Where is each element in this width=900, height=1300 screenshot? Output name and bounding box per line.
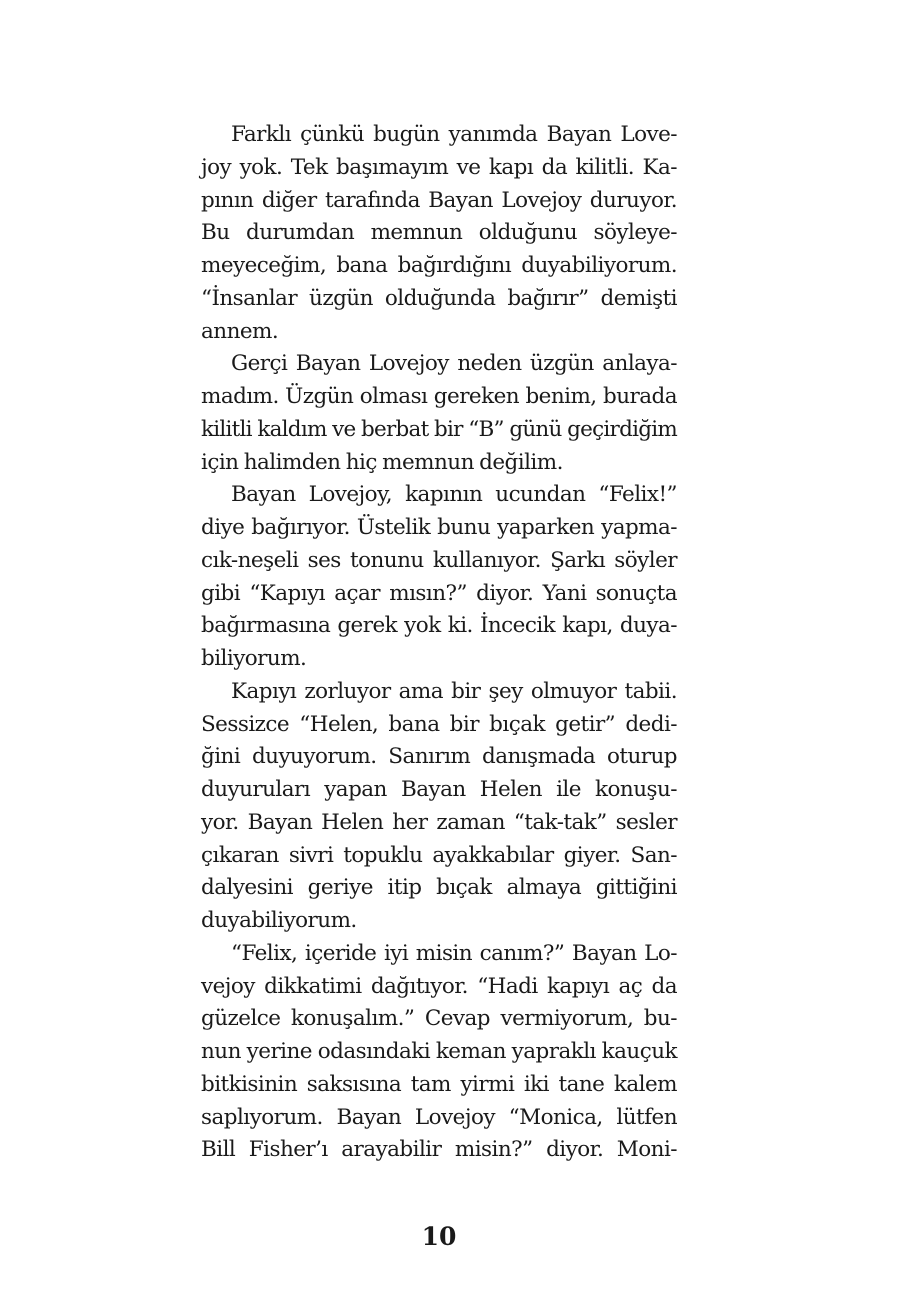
text-line: için halimden hiç memnun değilim.: [201, 449, 563, 475]
body-text: [201, 119, 677, 1167]
text-line: Bayan Lovejoy, kapının ucundan “Felix!”: [231, 482, 677, 508]
text-line: duyabiliyorum.: [201, 908, 357, 933]
text-line: joy yok. Tek başımayım ve kapı da kilitli. Ka-: [201, 154, 677, 180]
text-line: meyeceğim, bana bağırdığını duyabiliyorum.: [201, 253, 677, 278]
page-number: 10: [421, 1222, 457, 1251]
text-line: diye bağırıyor. Üstelik bunu yaparken yapma-: [201, 515, 677, 540]
text-line: biliyorum.: [201, 646, 307, 671]
text-line: gibi “Kapıyı açar mısın?” diyor. Yani sonuçta: [201, 580, 677, 606]
text-line: “İnsanlar üzgün olduğunda bağırır” demişti: [201, 285, 677, 311]
text-line: Kapıyı zorluyor ama bir şey olmuyor tabii.: [231, 678, 677, 704]
text-line: madım. Üzgün olması gereken benim, burada: [201, 384, 677, 409]
text-line: “Felix, içeride iyi misin canım?” Bayan Lo-: [231, 940, 677, 966]
text-line: kilitli kaldım ve berbat bir “B” günü geçirdiğim: [201, 416, 677, 442]
text-line: annem.: [201, 318, 279, 344]
text-line: duyuruları yapan Bayan Helen ile konuşu-: [201, 777, 677, 802]
text-line: yor. Bayan Helen her zaman “tak-tak” sesler: [201, 809, 677, 835]
text-line: cık-neşeli ses tonunu kullanıyor. Şarkı söyler: [201, 547, 677, 573]
text-line: Farklı çünkü bugün yanımda Bayan Love-: [231, 122, 677, 147]
text-line: ğini duyuyorum. Sanırım danışmada oturup: [201, 744, 677, 770]
text-line: bağırmasına gerek yok ki. İncecik kapı, duya-: [201, 613, 677, 639]
text-line: bitkisinin saksısına tam yirmi iki tane kalem: [201, 1071, 677, 1097]
text-line: nun yerine odasındaki keman yapraklı kauçuk: [201, 1039, 677, 1064]
text-line: saplıyorum. Bayan Lovejoy “Monica, lütfen: [201, 1104, 677, 1130]
text-line: vejoy dikkatimi dağıtıyor. “Hadi kapıyı aç da: [201, 973, 677, 999]
text-line: Bu durumdan memnun olduğunu söyleye-: [201, 220, 677, 246]
text-line: güzelce konuşalım.” Cevap vermiyorum, bu-: [201, 1006, 677, 1032]
text-line: Sessizce “Helen, bana bir bıçak getir” dedi-: [201, 711, 677, 737]
text-line: Gerçi Bayan Lovejoy neden üzgün anlaya-: [231, 351, 677, 377]
text-line: Bill Fisher’ı arayabilir misin?” diyor. Moni-: [201, 1137, 677, 1163]
text-line: çıkaran sivri topuklu ayakkabılar giyer. San-: [201, 842, 677, 868]
text-line: pının diğer tarafında Bayan Lovejoy duruyor.: [201, 187, 677, 213]
text-line: dalyesini geriye itip bıçak almaya gittiğini: [201, 875, 677, 901]
